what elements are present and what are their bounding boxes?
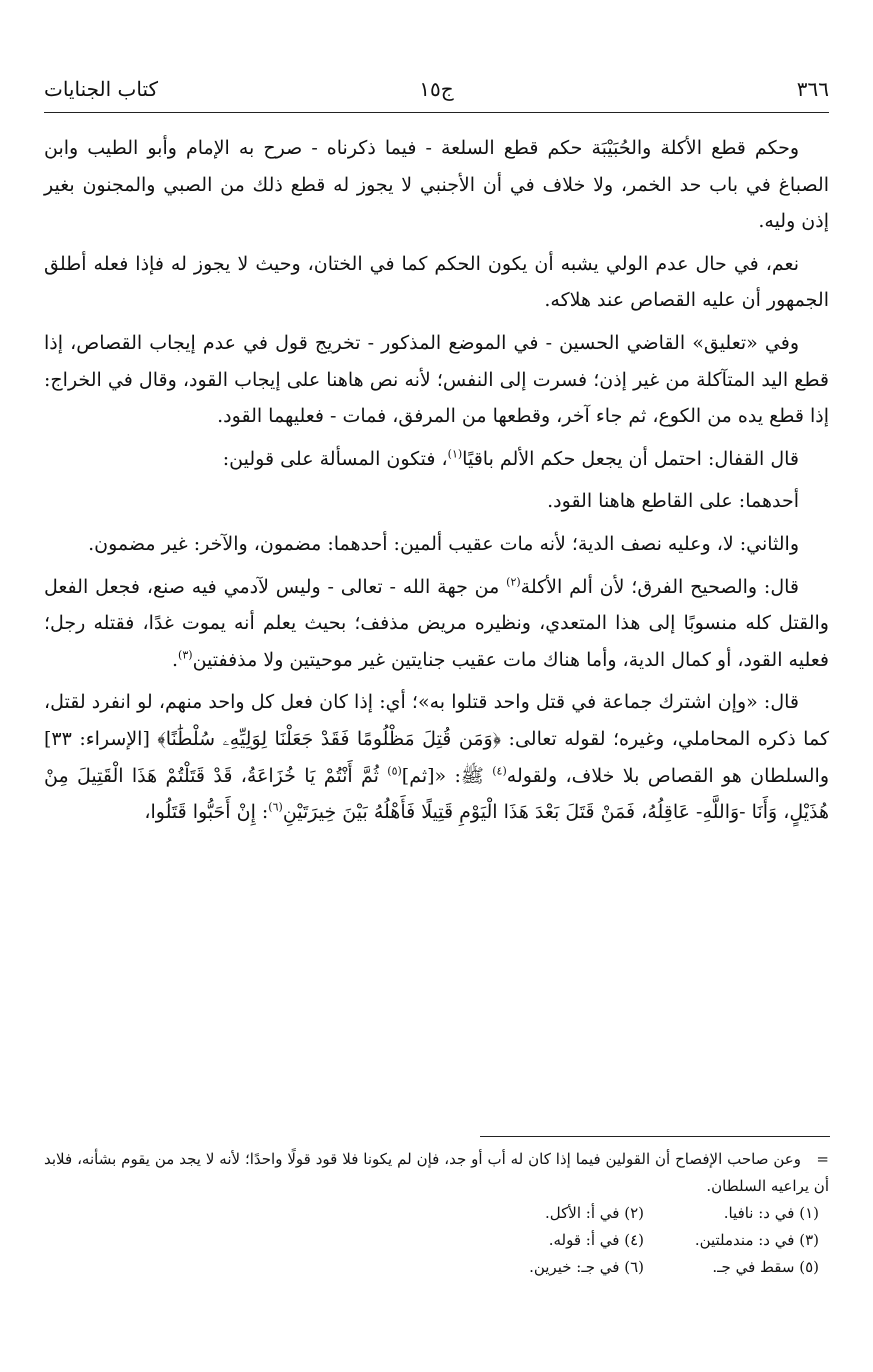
footnote-continuation: [44, 1146, 829, 1200]
paragraph: [44, 441, 829, 478]
volume-number: ج١٥: [419, 77, 454, 101]
paragraph-text: قال: والصحيح الفرق؛ لأن ألم الأكلة: [520, 575, 799, 598]
footnote-row: [44, 1200, 829, 1227]
continuation-mark: =: [816, 1150, 829, 1168]
paragraph-text: من جهة الله - تعالى - وليس لآدمي فيه صنع، فجعل الفعل والقتل كله منسوبًا إلى هذا المتعدي، ونظيره مريض مذفف؛ بحيث يعلم أنه يموت غدًا، فقتله رجل؛ فعليه القود، أو كمال الدية، وأما هناك مات عقيب جنايتين غير موحيتين ولا مذففتين: [44, 575, 829, 671]
footnote-row: [44, 1254, 829, 1281]
footnote-ref: (١): [447, 447, 463, 461]
footnote-ref: (٦): [268, 800, 283, 814]
footnote: (٥) سقط في جـ.: [712, 1258, 819, 1276]
footnotes: [44, 1146, 829, 1281]
footnote-ref: (٣): [178, 648, 193, 662]
header-rule: [44, 112, 829, 113]
paragraph-text: : إِنْ أَحَبُّوا قَتَلُوا،: [144, 801, 269, 824]
paragraph: والثاني: لا، وعليه نصف الدية؛ لأنه مات عقيب ألمين: أحدهما: مضمون، والآخر: غير مضمون.: [88, 532, 799, 555]
paragraph: نعم، في حال عدم الولي يشبه أن يكون الحكم كما في الختان، وحيث لا يجوز له فإذا فعله أطلق الجمهور أن عليه القصاص عند هلاكه.: [44, 252, 829, 312]
paragraph: [44, 684, 829, 830]
footnote: (٦) في جـ: خيرين.: [529, 1258, 644, 1276]
footnote-row: [44, 1227, 829, 1254]
footnote: (٢) في أ: الأكل.: [545, 1204, 644, 1222]
page-header: [44, 72, 829, 106]
page-number: ٣٦٦: [796, 77, 829, 101]
book-title: كتاب الجنايات: [44, 77, 159, 101]
paragraph-text: ﷺ: «[ثم]: [401, 764, 493, 787]
paragraph-text: ثُمَّ أَنْتُمْ يَا خُزَاعَةُ، قَدْ قَتَلْتُمْ هَذَا الْقَتِيلَ مِنْ هُذَيْلٍ، وَأَنَا -وَاللَّهِ- عَاقِلُهُ، فَمَنْ قَتَلَ بَعْدَ هَذَا الْيَوْمِ قَتِيلًا فَأَهْلُهُ بَيْنَ خِيرَتَيْنِ: [44, 764, 829, 824]
paragraph: [44, 569, 829, 679]
main-text: [44, 130, 829, 837]
footnote: (٤) في أ: قوله.: [548, 1231, 644, 1249]
paragraph: وحكم قطع الأكلة والحُبَيْبَة حكم قطع السلعة - فيما ذكرناه - صرح به الإمام وأبو الطيب وابن الصباغ في باب حد الخمر، ولا خلاف في أن الأجنبي لا يجوز له قطع ذلك من الصبي والمجنون بغير إذن وليه.: [44, 137, 829, 233]
paragraph: أحدهما: على القاطع هاهنا القود.: [547, 490, 799, 513]
footnote-ref: (٤): [492, 764, 507, 778]
paragraph-text: ، فتكون المسألة على قولين:: [222, 447, 448, 470]
footnote-text: وعن صاحب الإفصاح أن القولين فيما إذا كان له أب أو جد، فإن لم يكونا فلا قود قولًا واحدًا؛ لأنه لا يجد من يقوم بشأنه، فلابد أن يراعيه السلطان.: [44, 1150, 829, 1195]
paragraph: وفي «تعليق» القاضي الحسين - في الموضع المذكور - تخريج قول في عدم إيجاب القصاص، إذا قطع اليد المتآكلة من غير إذن؛ فسرت إلى النفس؛ لأنه نص هاهنا على إيجاب القود، وقال في الخراج: إذا قطع يده من الكوع، ثم جاء آخر، وقطعها من المرفق، فمات - فعليهما القود.: [44, 331, 829, 428]
footnote: (١) في د: نافيا.: [723, 1204, 819, 1222]
paragraph-text: قال القفال: احتمل أن يجعل حكم الألم باقيًا: [462, 447, 799, 470]
footnote-ref: (٢): [506, 575, 521, 589]
paragraph-text: .: [172, 648, 179, 671]
footnote-rule: [480, 1136, 830, 1137]
footnote-ref: (٥): [387, 764, 402, 778]
footnote: (٣) في د: مندملتين.: [694, 1231, 819, 1249]
paragraph-text: قال: «وإن اشترك جماعة في قتل واحد قتلوا به»؛ أي: إذا كان فعل كل واحد منهم، لو انفرد لقتل، كما ذكره المحاملي، وغيره؛ لقوله تعالى: ﴿وَمَن قُتِلَ مَظْلُومًا فَقَدْ جَعَلْنَا لِوَلِيِّهِۦ سُلْطَٰنًا﴾ [الإسراء: ٣٣] والسلطان هو القصاص بلا خلاف، ولقوله: [44, 691, 829, 787]
